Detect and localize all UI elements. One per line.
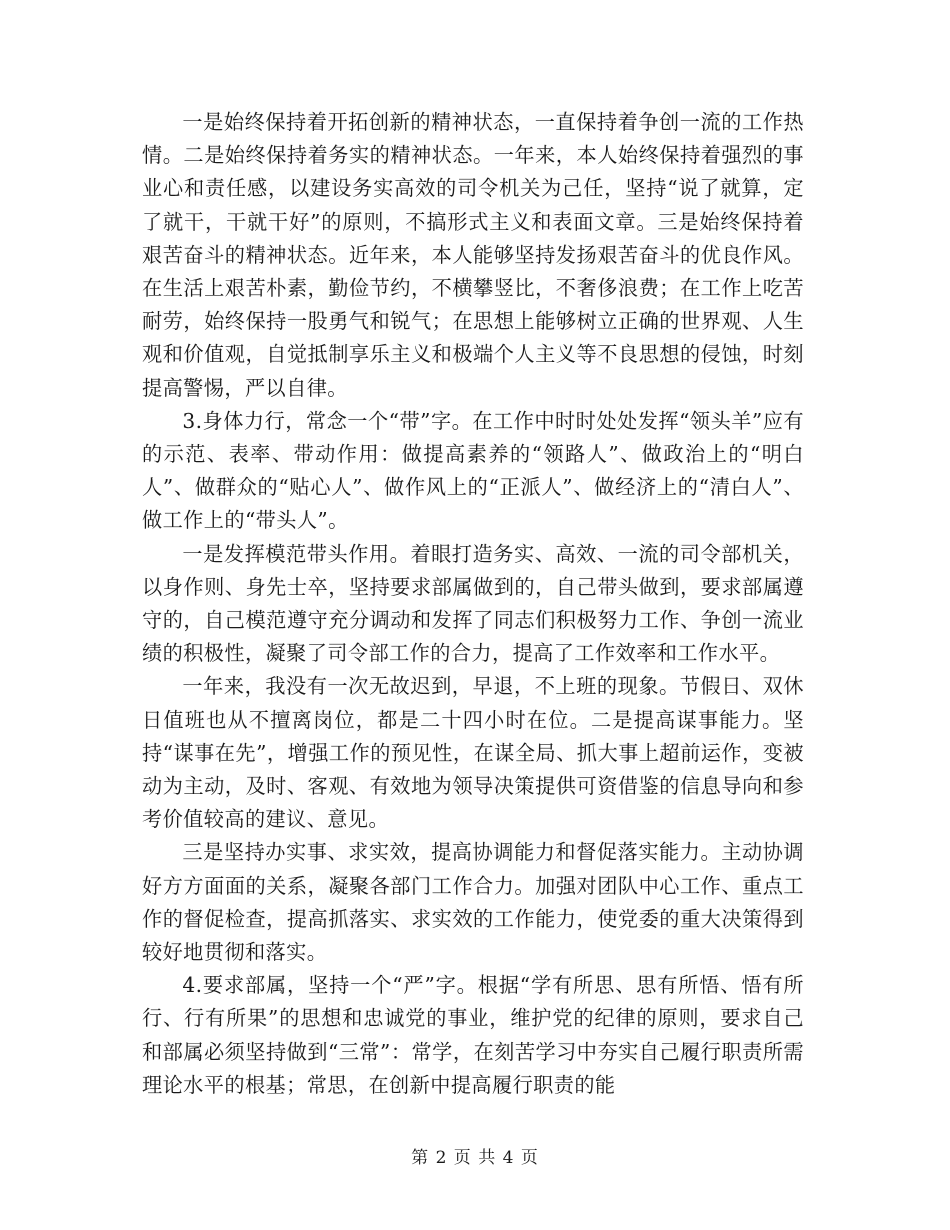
page-number-footer: 第 2 页 共 4 页	[411, 1148, 539, 1168]
paragraph-6: 4.要求部属，坚持一个“严”字。根据“学有所思、思有所悟、悟有所行、行有所果”的思想和忠诚党的事业，维护党的纪律的原则，要求自己和部属必须坚持做到“三常”：常学，在刻苦学习中夯实自己履行职责所需理论水平的根基；常思，在创新中提高履行职责的能	[142, 973, 804, 1097]
paragraph-2: 3.身体力行，常念一个“带”字。在工作中时时处处发挥“领头羊”应有的示范、表率、带动作用：做提高素养的“领路人”、做政治上的“明白人”、做群众的“贴心人”、做作风上的“正派人”、做经济上的“清白人”、做工作上的“带头人”。	[142, 408, 804, 533]
paragraph-3: 一是发挥模范带头作用。着眼打造务实、高效、一流的司令部机关，以身作则、身先士卒，坚持要求部属做到的，自己带头做到，要求部属遵守的，自己模范遵守充分调动和发挥了同志们积极努力工作、争创一流业绩的积极性，凝聚了司令部工作的合力，提高了工作效率和工作水平。	[142, 541, 804, 666]
document-body	[142, 106, 804, 1102]
paragraph-5: 三是坚持办实事、求实效，提高协调能力和督促落实能力。主动协调好方方面面的关系，凝聚各部门工作合力。加强对团队中心工作、重点工作的督促检查，提高抓落实、求实效的工作能力，使党委的重大决策得到较好地贯彻和落实。	[142, 840, 804, 965]
paragraph-1: 一是始终保持着开拓创新的精神状态，一直保持着争创一流的工作热情。二是始终保持着务实的精神状态。一年来，本人始终保持着强烈的事业心和责任感，以建设务实高效的司令机关为己任，坚持“说了就算，定了就干，干就干好”的原则，不搞形式主义和表面文章。三是始终保持着艰苦奋斗的精神状态。近年来，本人能够坚持发扬艰苦奋斗的优良作风。在生活上艰苦朴素，勤俭节约，不横攀竖比，不奢侈浪费；在工作上吃苦耐劳，始终保持一股勇气和锐气；在思想上能够树立正确的世界观、人生观和价值观，自觉抵制享乐主义和极端个人主义等不良思想的侵蚀，时刻提高警惕，严以自律。	[142, 110, 804, 400]
paragraph-4: 一年来，我没有一次无故迟到，早退，不上班的现象。节假日、双休日值班也从不擅离岗位，都是二十四小时在位。二是提高谋事能力。坚持“谋事在先”，增强工作的预见性，在谋全局、抓大事上超前运作，变被动为主动，及时、客观、有效地为领导决策提供可资借鉴的信息导向和参考价值较高的建议、意见。	[142, 674, 804, 832]
